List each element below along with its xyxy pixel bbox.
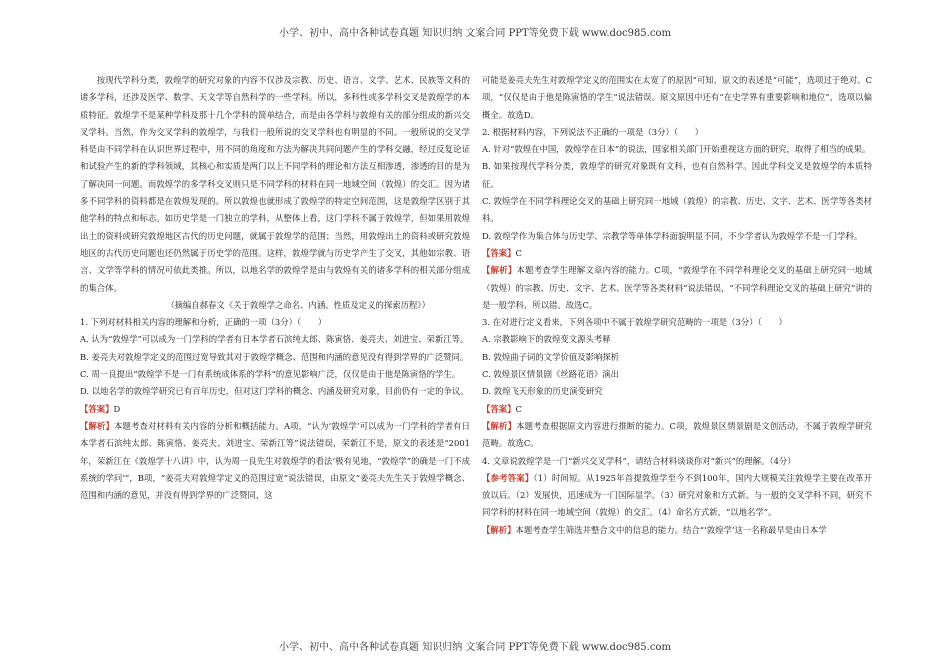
explanation-4	[482, 522, 872, 539]
page-footer: 小学、初中、高中各种试卷真题 知识归纳 文案合同 PPT等免费下载 www.doc985.com	[279, 642, 671, 653]
question-3-option-c: C. 敦煌景区情景剧《丝路花语》演出	[482, 369, 620, 380]
question-1-option-b: B. 姜亮夫对敦煌学定义的范围过宽导致其对于敦煌学概念、范围和内涵的意见没有得到学界的广泛赞同。	[80, 351, 469, 362]
explanation-tag: 【解析】	[482, 524, 516, 535]
question-2: 2. 根据材料内容，下列说法不正确的一项是（3分）（ ）	[482, 126, 704, 137]
question-1-option-d: D. 以地名学的敦煌学研究已有百年历史，但对这门学科的概念、内涵及研究对象，目前仍有一定的争议。	[80, 386, 469, 397]
answer-tag: 【答案】	[482, 403, 516, 414]
left-column	[80, 72, 470, 504]
passage-source: （摘编自郝春文《关于敦煌学之命名、内涵、性质及定义的探索历程》）	[166, 299, 430, 310]
question-1-option-a: A. 认为“敦煌学”可以成为一门学科的学者有日本学者石滨纯太郎、陈寅恪、姜亮夫、刘进宝、荣新江等。	[80, 334, 469, 345]
question-2-option-b: B. 如果按现代学科分类，敦煌学的研究对象既有文科，也有自然科学。因此学科交叉是敦煌学的本质特征。	[482, 161, 872, 189]
page-header: 小学、初中、高中各种试卷真题 知识归纳 文案合同 PPT等免费下载 www.doc985.com	[279, 28, 671, 39]
right-column	[482, 72, 872, 539]
explanation-text: 本题考查对材料有关内容的分析和概括能力。A项，“认为‘敦煌学’可以成为一门学科的学者有日本学者石滨纯太郎、陈寅恪、姜亮夫、刘进宝、荣新江等”说法错误，荣新江不是，原文的表述是“2001年，荣新江在《敦煌学十八讲》中，认为周一良先生对敦煌学的看法‘极有见地，“敦煌学”的确是一门不成系统的学问’”，B项，“姜亮夫对敦煌学定义的范围过宽”说法错误，由原文“姜亮夫先生关于敦煌学概念、范围和内涵的意见，并没有得到学界的广泛赞同，这	[80, 420, 470, 501]
question-4: 4. 文章说敦煌学是一门“新兴交叉学科”，请结合材料谈谈你对“新兴”的理解。（4分）	[482, 455, 796, 466]
explanation-tag: 【解析】	[482, 420, 517, 431]
question-2-option-d: D. 敦煌学作为集合体与历史学、宗教学等单体学科面貌明显不同，不少学者认为敦煌学不是一门学科。	[482, 230, 863, 241]
answer-value: C	[515, 403, 522, 414]
answer-value: D	[113, 403, 121, 414]
question-3-option-a: A. 宗教影响下的敦煌变文源头考释	[482, 334, 611, 345]
question-3-option-b: B. 敦煌曲子词的文学价值及影响探析	[482, 351, 620, 362]
answer-1	[80, 401, 470, 418]
explanation-2	[482, 262, 872, 314]
answer-value: （1）时间短。从1925年首提敦煌学至今不到100年，国内大规模关注敦煌学主要在改革开放以后。（2）发展快，迅速成为一门国际显学。（3）研究对象和方式新。与一般的交叉学科不同，研究不同学科的材料在同一地域空间（敦煌）的交汇。（4）命名方式新，“以地名学”。	[482, 472, 873, 518]
explanation-text: 本题考查学生筛选并整合文中的信息的能力。结合“‘敦煌学’这一名称最早是由日本学	[515, 524, 827, 535]
question-1: 1. 下列对材料相关内容的理解和分析，正确的一项（3分）（ ）	[80, 317, 327, 328]
question-1-option-c: C. 周一良提出“敦煌学不是一门有系统成体系的学科”的意见影响广泛，仅仅是由于他是陈寅恪的学生。	[80, 369, 461, 380]
explanation-tag: 【解析】	[482, 265, 517, 276]
answer-2	[482, 245, 872, 262]
answer-tag: 【参考答案】	[482, 472, 534, 483]
explanation-text: 本题考查根据原文内容进行推断的能力。C项，敦煌景区情景剧是文创活动，不属于敦煌学研究范畴。故选C。	[482, 420, 873, 449]
question-3: 3. 在对进行定义看来，下列各项中不属于敦煌学研究范畴的一项是（3分）（ ）	[482, 317, 787, 328]
explanation-tag: 【解析】	[80, 420, 114, 431]
explanation-text: 本题考查学生理解文章内容的能力。C项，“敦煌学在不同学科理论交叉的基础上研究同一地域（敦煌）的宗教、历史、文字、艺术、医学等各类材料”说法错误，“不同学科理论交叉的基础上研究”讲的是一般学科，所以错。故选C。	[482, 265, 873, 310]
question-2-option-a: A. 针对“敦煌在中国，敦煌学在日本”的说法，国家相关部门开始重视这方面的研究，取得了相当的成果。	[482, 144, 871, 155]
explanation-1-continued: 可能是姜亮夫先生对敦煌学定义的范围实在太宽了的原因”可知，原文的表述是“可能”，选项过于绝对。C项，“仅仅是由于他是陈寅恪的学生”说法错误。原文原因中还有“在史学界有重要影响和地位”，选项以偏概全。故选D。	[482, 75, 872, 120]
answer-4	[482, 470, 872, 522]
question-3-option-d: D. 敦煌飞天形象的历史演变研究	[482, 386, 603, 397]
explanation-3	[482, 418, 872, 453]
question-2-option-c: C. 敦煌学在不同学科理论交叉的基础上研究同一地域（敦煌）的宗教、历史、文字、艺术、医学等各类材料。	[482, 196, 872, 224]
explanation-1	[80, 418, 470, 504]
answer-tag: 【答案】	[80, 403, 114, 414]
answer-value: C	[515, 247, 522, 258]
passage-text: 按现代学科分类，敦煌学的研究对象的内容不仅涉及宗教、历史、语言、文学、艺术、民族等文科的诸多学科，还涉及医学、数学、天文学等自然科学的一些学科。所以，多科性或多学科交叉是敦煌学的本质特征。敦煌学不是某种学科及那十几个学科的简单结合，而是由各学科与敦煌有关的部分组成的新兴交叉学科。当然，作为交叉学科的敦煌学，与我们一般所说的交叉学科也有明显的不同。一般所说的交叉学科是由不同学科在认识世界过程中，用不同的角度和方法为解决共同问题产生的学科交融，经过反复论证和试验产生的新的学科领域，其核心和实质是两门以上不同学科的理论和方法互相渗透，渗透的目的是为了解决同一问题。而敦煌学的多学科交叉则只是不同学科的材料在同一地域空间（敦煌）的交汇。因为诸多不同学科的资料都是在敦煌发现的。所以敦煌也就形成了敦煌学的特定空间范围，这是敦煌学区别于其他学科的特点和标志。如历史学是一门独立的学科，从整体上看，这门学科不属于敦煌学，但如果用敦煌出土的资料或研究敦煌地区古代的历史问题，就属于敦煌学的范围；当然，用敦煌出土的资料或研究敦煌地区的古代历史问题也还仍然属于历史学的范围。这样，敦煌学就与历史学产生了交叉，其他如宗教、语言、文学等学科的情况可依此类推。所以，以地名学的敦煌学是由与敦煌有关的诸多学科的相关部分组成的集合体。	[80, 75, 470, 293]
answer-3	[482, 401, 872, 418]
answer-tag: 【答案】	[482, 247, 516, 258]
